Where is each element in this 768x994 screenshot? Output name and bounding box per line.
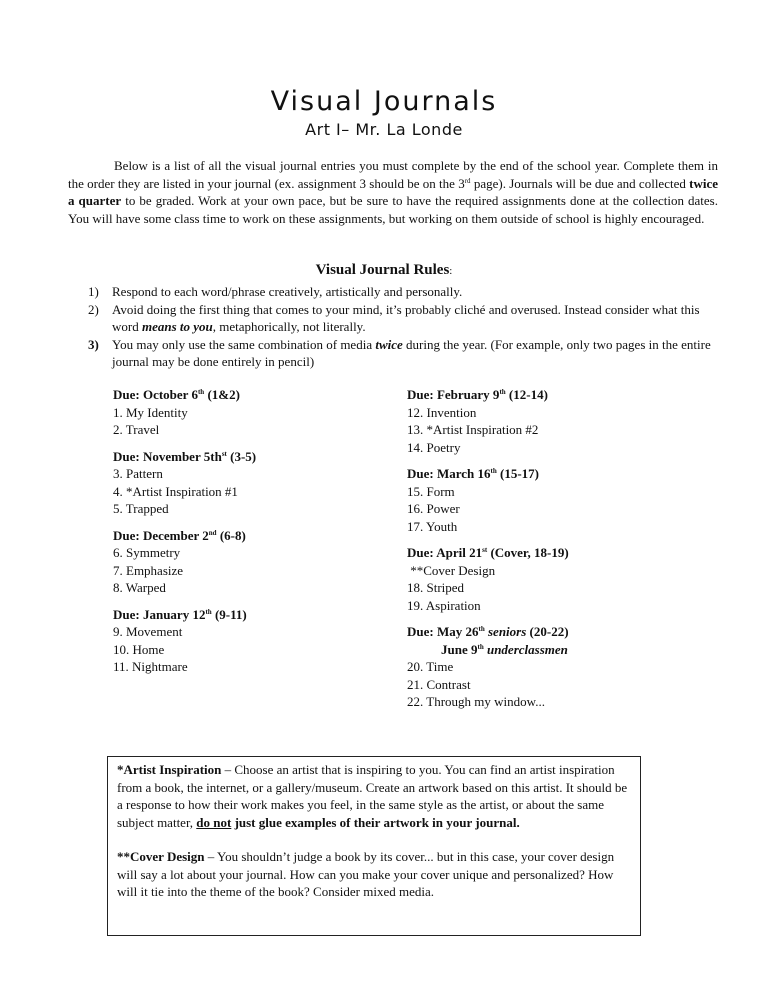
list-item: 14. Poetry <box>407 439 461 455</box>
due-date-secondary: June 9th underclassmen <box>441 641 568 657</box>
rule-text <box>112 301 728 336</box>
list-item: 9. Movement <box>113 624 183 639</box>
rule-emphasis: twice <box>375 336 403 352</box>
page-subtitle: Art I– Mr. La Londe <box>305 120 463 139</box>
rules-list <box>88 283 728 371</box>
due-date: Due: December 2nd (6-8) <box>113 527 246 543</box>
page-title: Visual Journals <box>270 86 498 117</box>
rule-text-a: Avoid doing the first thing that comes to your mind, it’s probably cliché and overused. Instead consider what this word <box>112 301 700 334</box>
rule-text-b: , metaphorically, not literally. <box>212 319 366 334</box>
rule-text-b: during the year. (For example, only two pages in the entire journal may be done entirely in pencil) <box>112 336 711 369</box>
due-date: Due: May 26th seniors (20-22) <box>407 624 569 639</box>
notes-box <box>107 756 641 936</box>
list-item: 11. Nightmare <box>113 659 188 674</box>
due-column-left <box>113 386 413 685</box>
due-group <box>113 606 413 676</box>
list-item: 3. Pattern <box>113 466 163 481</box>
list-item: 12. Invention <box>407 404 477 420</box>
due-group <box>113 448 413 518</box>
list-item: 21. Contrast <box>407 676 471 692</box>
list-item: 10. Home <box>113 641 165 657</box>
due-group <box>407 386 707 456</box>
due-date: Due: March 16th (15-17) <box>407 466 540 481</box>
note-title: *Artist Inspiration <box>117 762 222 777</box>
list-item: **Cover Design <box>407 562 496 578</box>
due-date: Due: November $5th^{st}$ (3-5) <box>113 448 257 464</box>
rule-item <box>88 283 728 301</box>
rule-text <box>112 336 728 371</box>
rules-heading-text: Visual Journal Rules <box>315 262 450 278</box>
list-item: 18. Striped <box>407 580 465 595</box>
rules-heading-colon: : <box>449 265 453 277</box>
rule-text-a: You may only use the same combination of media <box>112 336 376 352</box>
rule-number: 3) <box>88 336 99 352</box>
due-column-right <box>407 386 707 720</box>
list-item: 20. Time <box>407 659 454 674</box>
rule-text: Respond to each word/phrase creatively, artistically and personally. <box>112 284 463 299</box>
list-item: 4. *Artist Inspiration #1 <box>113 483 238 499</box>
list-item: 22. Through my window... <box>407 694 545 709</box>
due-group <box>113 386 413 439</box>
rule-item <box>88 301 728 336</box>
intro-sup: rd <box>464 176 471 185</box>
note-underline: do not <box>196 814 232 830</box>
cover-design-note <box>117 848 632 901</box>
rule-emphasis: means to you <box>141 319 213 334</box>
intro-text-2: page). Journals will be due and collected <box>470 175 690 191</box>
intro-paragraph <box>68 157 718 227</box>
rule-number: 1) <box>88 284 99 299</box>
list-item: 1. My Identity <box>113 404 188 420</box>
due-group <box>407 544 707 614</box>
due-date: Due: October 6th (1&2) <box>113 387 240 402</box>
rule-item <box>88 336 728 371</box>
list-item: 17. Youth <box>407 518 458 534</box>
list-item: 5. Trapped <box>113 501 169 516</box>
note-text: – You shouldn’t judge a book by its cover... but in this case, your cover design will say a lot about your journal. How can you make your cover unique and personalized? How will it tie into the theme of the book? Consider mixed media. <box>117 849 615 899</box>
rule-number: 2) <box>88 301 99 317</box>
note-title: **Cover Design <box>117 849 205 864</box>
due-group <box>407 465 707 535</box>
list-item: 13. *Artist Inspiration #2 <box>407 422 539 437</box>
intro-text-3: to be graded. Work at your own pace, but be sure to have the required assignments done at the collection dates. You will have some class time to work on these assignments, but working on them outside of school is highly encouraged. <box>68 193 718 226</box>
list-item: 8. Warped <box>113 580 166 595</box>
due-group <box>407 623 707 711</box>
list-item: 16. Power <box>407 501 460 516</box>
list-item: 7. Emphasize <box>113 562 184 578</box>
note-text: – Choose an artist that is inspiring to you. You can find an artist inspiration from a book, the internet, or a gallery/museum. Create an artwork based on this artist. It should be a response to how their work makes you feel, in the same style as the artist, or about the same subject matter, <box>117 762 628 830</box>
intro-text-1: Below is a list of all the visual journal entries you must complete by the end of the school year. Complete them in the order they are listed in your journal (ex. assignment 3 should be on the 3 <box>68 158 718 191</box>
list-item: 15. Form <box>407 483 455 499</box>
list-item: 6. Symmetry <box>113 545 181 560</box>
due-date: Due: February 9th (12-14) <box>407 387 548 402</box>
due-group <box>113 527 413 597</box>
list-item: 19. Aspiration <box>407 597 481 613</box>
rules-heading <box>0 262 768 279</box>
note-bold-end: just glue examples of their artwork in your journal. <box>231 814 520 830</box>
intro-bold: twice a quarter <box>68 175 718 208</box>
due-date: Due: April 21st (Cover, 18-19) <box>407 545 569 560</box>
list-item: 2. Travel <box>113 422 160 437</box>
artist-inspiration-note <box>117 761 632 831</box>
due-date: Due: January 12th (9-11) <box>113 606 247 622</box>
